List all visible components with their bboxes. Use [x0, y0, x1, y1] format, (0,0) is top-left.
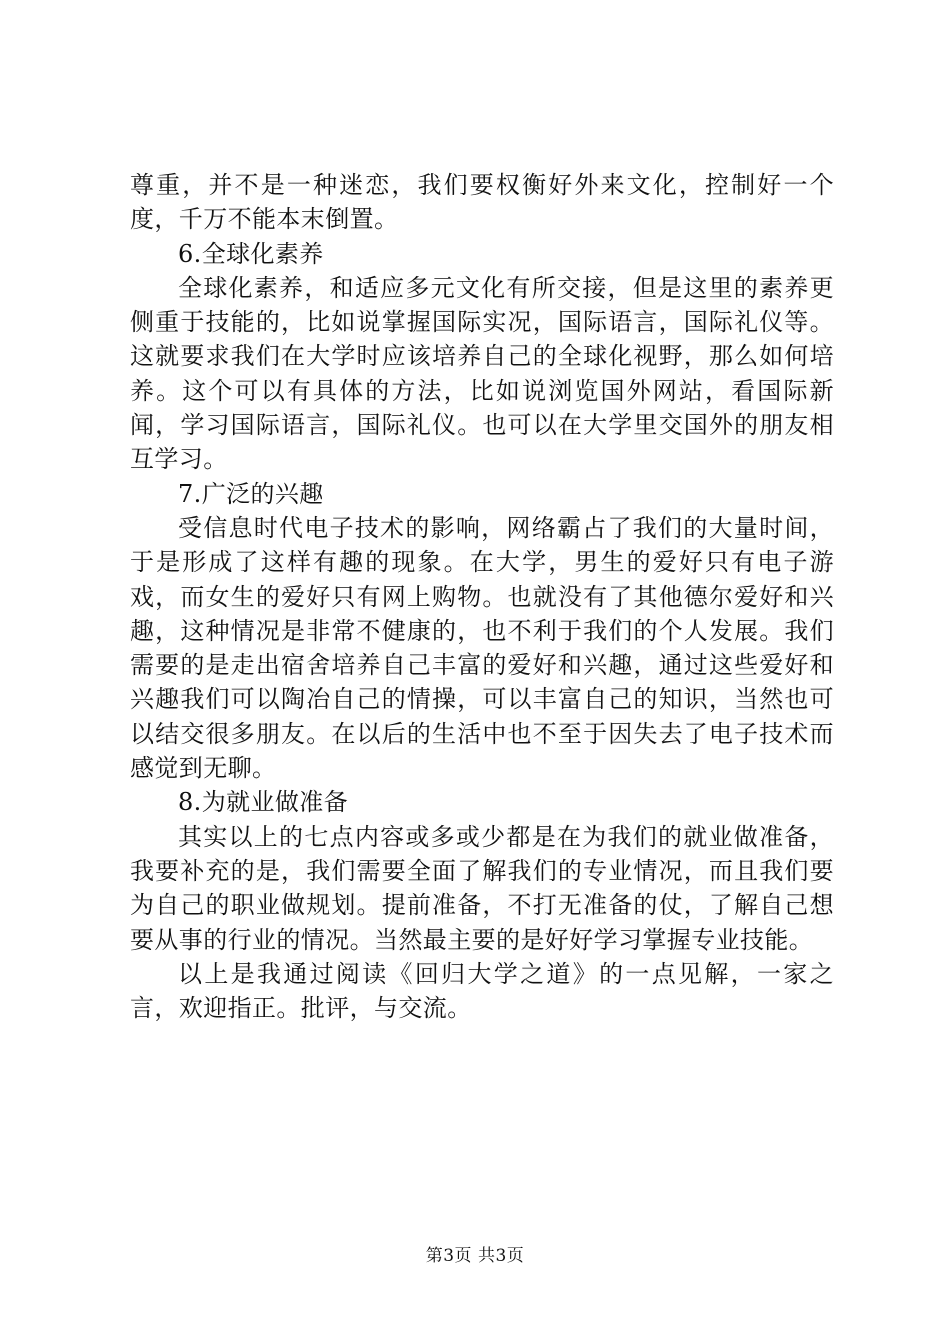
paragraph-broad-interests: 受信息时代电子技术的影响，网络霸占了我们的大量时间，于是形成了这样有趣的现象。在大学，男生的爱好只有电子游戏，而女生的爱好只有网上购物。也就没有了其他德尔爱好和兴趣，这种情况是非常不健康的，也不利于我们的个人发展。我们需要的是走出宿舍培养自己丰富的爱好和兴趣，通过这些爱好和兴趣我们可以陶冶自己的情操，可以丰富自己的知识，当然也可以结交很多朋友。在以后的生活中也不至于因失去了电子技术而感觉到无聊。 — [130, 513, 834, 783]
paragraph-career-prep: 其实以上的七点内容或多或少都是在为我们的就业做准备，我要补充的是，我们需要全面了解我们的专业情况，而且我们要为自己的职业做规划。提前准备，不打无准备的仗，了解自己想要从事的行业的情况。当然最主要的是好好学习掌握专业技能。 — [130, 822, 834, 954]
section-heading-global-literacy: 6.全球化素养 — [178, 239, 324, 268]
section-heading-career-prep: 8.为就业做准备 — [178, 788, 349, 817]
page-number-footer: 第3页 共3页 — [425, 1246, 525, 1266]
paragraph-conclusion: 以上是我通过阅读《回归大学之道》的一点见解，一家之言，欢迎指正。批评，与交流。 — [130, 959, 834, 1023]
section-heading-broad-interests: 7.广泛的兴趣 — [178, 479, 324, 508]
document-body — [130, 168, 834, 1025]
paragraph-global-literacy: 全球化素养，和适应多元文化有所交接，但是这里的素养更侧重于技能的，比如说掌握国际实况，国际语言，国际礼仪等。这就要求我们在大学时应该培养自己的全球化视野，那么如何培养。这个可以有具体的方法，比如说浏览国外网站，看国际新闻，学习国际语言，国际礼仪。也可以在大学里交国外的朋友相互学习。 — [130, 273, 834, 474]
paragraph-continuation: 尊重，并不是一种迷恋，我们要权衡好外来文化，控制好一个度，千万不能本末倒置。 — [130, 171, 834, 234]
